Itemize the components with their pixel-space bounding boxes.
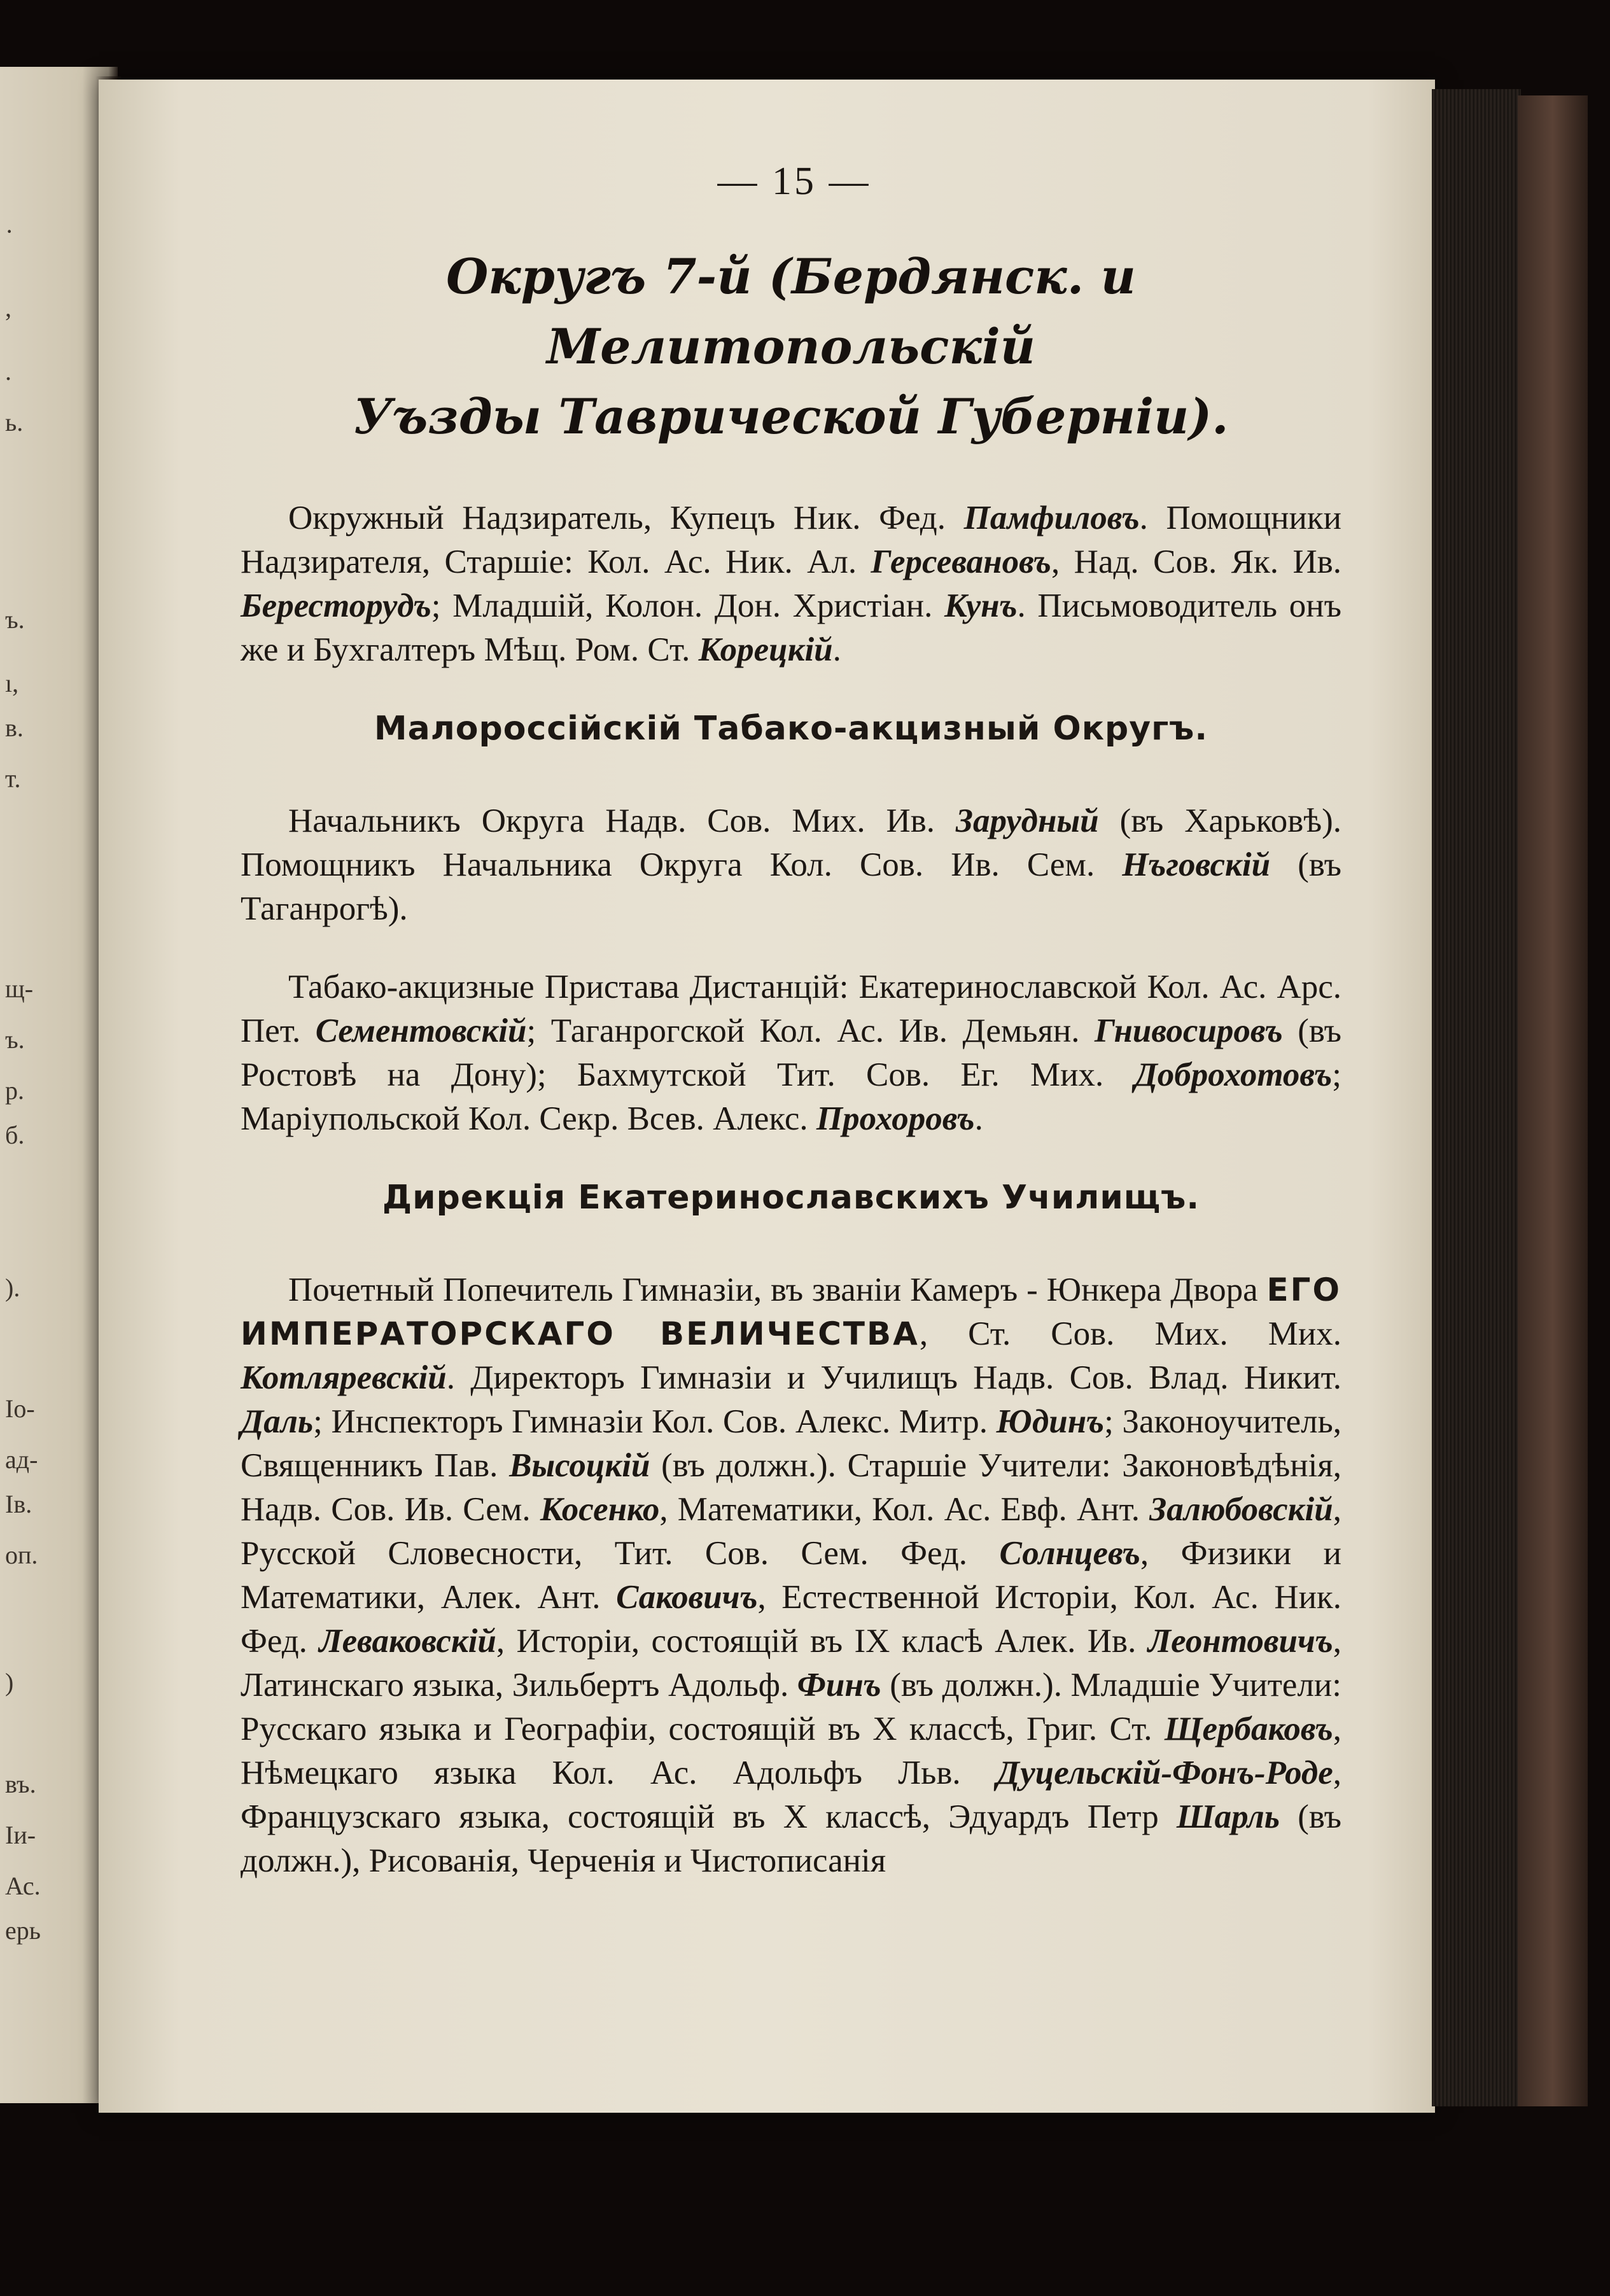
directorate-paragraph	[241, 1268, 1341, 1883]
person-name: Бересторудъ	[241, 587, 431, 624]
text-run: Окружный Надзиратель, Купецъ Ник. Фед.	[288, 500, 964, 536]
book-cover	[1518, 95, 1588, 2106]
person-name: Памфиловъ	[963, 500, 1140, 536]
person-name: Леваковскій	[319, 1623, 496, 1660]
left-page-fragment: .	[5, 357, 11, 386]
district-heading	[241, 242, 1341, 452]
left-page-fragment: ь.	[5, 408, 24, 437]
left-page-fragment: Io-	[5, 1394, 35, 1423]
text-run: ; Инспекторъ Гимназіи Кол. Сов. Алекс. Митр.	[313, 1403, 997, 1440]
district-paragraph	[241, 496, 1341, 672]
left-page-fragment: б.	[5, 1121, 25, 1149]
text-run: .	[974, 1100, 983, 1137]
text-run: , Над. Сов. Як. Ив.	[1051, 543, 1341, 580]
district-heading-line2: Уъзды Таврической Губерніи).	[353, 388, 1229, 445]
text-run: . Директоръ Гимназіи и Училищъ Надв. Сов. Влад. Никит.	[446, 1359, 1341, 1396]
text-run: (въ Харьковѣ). Помощникъ Начальника Округа Кол. Сов. Ив. Сем.	[241, 802, 1341, 883]
text-run: , Французскаго языка, состоящій въ X классѣ, Эдуардъ Петр	[241, 1754, 1341, 1835]
text-run: ; Маріупольской Кол. Секр. Всев. Алекс.	[241, 1056, 1341, 1137]
directorate-section-heading: Дирекція Екатеринославскихъ Училищъ.	[382, 1179, 1200, 1217]
person-name: Герсевановъ	[871, 543, 1051, 580]
person-name: Нъговскій	[1122, 846, 1271, 883]
text-run: .	[832, 631, 841, 668]
left-page-fragment: ).	[5, 1273, 20, 1302]
text-run: (въ Таганрогѣ).	[241, 846, 1341, 927]
person-name: Сементовскій	[315, 1012, 527, 1049]
left-page-fragment: )	[5, 1668, 14, 1697]
district-heading-line1: Округъ 7-й (Бердянск. и Мелитопольскій	[446, 248, 1136, 375]
person-name: Высоцкій	[509, 1447, 650, 1484]
person-name: Дуцельскій-Фонъ-Роде	[996, 1754, 1333, 1791]
text-run: . Письмоводитель онъ же и Бухгалтеръ Мѣщ. Ром. Ст.	[241, 587, 1341, 668]
person-name: Корецкій	[698, 631, 833, 668]
person-name: Даль	[241, 1403, 314, 1440]
text-run: ; Законоучитель, Священникъ Пав.	[241, 1403, 1341, 1484]
text-run: , Русской Словесности, Тит. Сов. Сем. Фед.	[241, 1491, 1341, 1572]
left-page-fragment: въ.	[5, 1770, 36, 1798]
text-run: ; Таганрогской Кол. Ас. Ив. Демьян.	[526, 1012, 1095, 1049]
left-page-fragment: ъ.	[5, 1025, 25, 1054]
person-name: Шарль	[1176, 1798, 1280, 1835]
page-number: — 15 —	[717, 160, 871, 203]
text-run: Начальникъ Округа Надв. Сов. Мих. Ив.	[288, 802, 956, 839]
text-run: , Исторіи, состоящій въ IX класѣ Алек. Ив.	[496, 1623, 1148, 1660]
text-run: Табако-акцизные Пристава Дистанцій: Екатеринославской Кол. Ас. Арс. Пет.	[241, 969, 1341, 1049]
left-page-fragment: ı,	[5, 669, 19, 697]
page-edges	[1432, 89, 1521, 2106]
tobacco-section-heading: Малороссійскій Табако-акцизный Округъ.	[374, 710, 1208, 748]
text-run: , Математики, Кол. Ас. Евф. Ант.	[659, 1491, 1150, 1528]
left-page-fragment: Ас.	[5, 1872, 41, 1900]
person-name: Щербаковъ	[1164, 1711, 1333, 1747]
left-page-fragment: ·	[5, 217, 14, 246]
person-name: Котляревскій	[241, 1359, 447, 1396]
person-name: Прохоровъ	[816, 1100, 975, 1137]
tobacco-paragraph-2	[241, 965, 1341, 1141]
person-name: Юдинъ	[996, 1403, 1105, 1440]
left-page-fragment: ад-	[5, 1445, 38, 1474]
text-run: , Естественной Исторіи, Кол. Ас. Ник. Фед.	[241, 1579, 1341, 1660]
text-run: (въ должн.). Старшіе Учители: Законовѣдѣнія, Надв. Сов. Ив. Сем.	[241, 1447, 1341, 1528]
person-name: Залюбовскій	[1149, 1491, 1333, 1528]
left-page-fragment: оп.	[5, 1541, 38, 1569]
text-run: , Физики и Математики, Алек. Ант.	[241, 1535, 1341, 1616]
text-run: ; Младшій, Колон. Дон. Христіан.	[431, 587, 944, 624]
text-run: . Помощники Надзирателя, Старшіе: Кол. Ас. Ник. Ал.	[241, 500, 1341, 580]
honorific-caps: ЕГО ИМПЕРАТОРСКАГО ВЕЛИЧЕСТВА	[241, 1271, 1341, 1352]
left-page-fragment: р.	[5, 1076, 24, 1105]
left-page-fragment: Iи-	[5, 1821, 36, 1849]
person-name: Доброхотовъ	[1134, 1056, 1333, 1093]
person-name: Солнцевъ	[999, 1535, 1140, 1572]
person-name: Гнивосировъ	[1095, 1012, 1283, 1049]
text-run: , Ст. Сов. Мих. Мих.	[919, 1315, 1342, 1352]
left-page-fragment: т.	[5, 764, 21, 793]
left-page-fragment: ъ.	[5, 605, 25, 634]
person-name: Косенко	[540, 1491, 660, 1528]
text-run: (въ должн.). Младшіе Учители: Русскаго языка и Географіи, состоящій въ X классѣ, Григ. Ст.	[241, 1667, 1341, 1747]
person-name: Зарудный	[956, 802, 1099, 839]
text-run: , Нѣмецкаго языка Кол. Ас. Адольфъ Льв.	[241, 1711, 1341, 1791]
person-name: Кунъ	[944, 587, 1018, 624]
person-name: Леонтовичъ	[1147, 1623, 1333, 1660]
left-page-fragment: в.	[5, 713, 24, 742]
person-name: Саковичъ	[616, 1579, 758, 1616]
text-run: , Латинскаго языка, Зильбертъ Адольф.	[241, 1623, 1341, 1704]
left-page-fragment: ,	[5, 293, 11, 322]
text-run: (въ Ростовѣ на Дону); Бахмутской Тит. Сов. Ег. Мих.	[241, 1012, 1341, 1093]
left-page-fragment: Iв.	[5, 1490, 32, 1518]
tobacco-paragraph-1	[241, 799, 1341, 931]
text-run: (въ должн.), Рисованія, Черченія и Чистописанія	[241, 1798, 1341, 1879]
text-run: Почетный Попечитель Гимназіи, въ званіи Камеръ - Юнкера Двора	[288, 1271, 1267, 1308]
page-content	[241, 159, 1341, 1917]
left-page-fragment: щ-	[5, 974, 34, 1003]
person-name: Финъ	[797, 1667, 881, 1704]
left-page-fragment: ерь	[5, 1916, 41, 1945]
